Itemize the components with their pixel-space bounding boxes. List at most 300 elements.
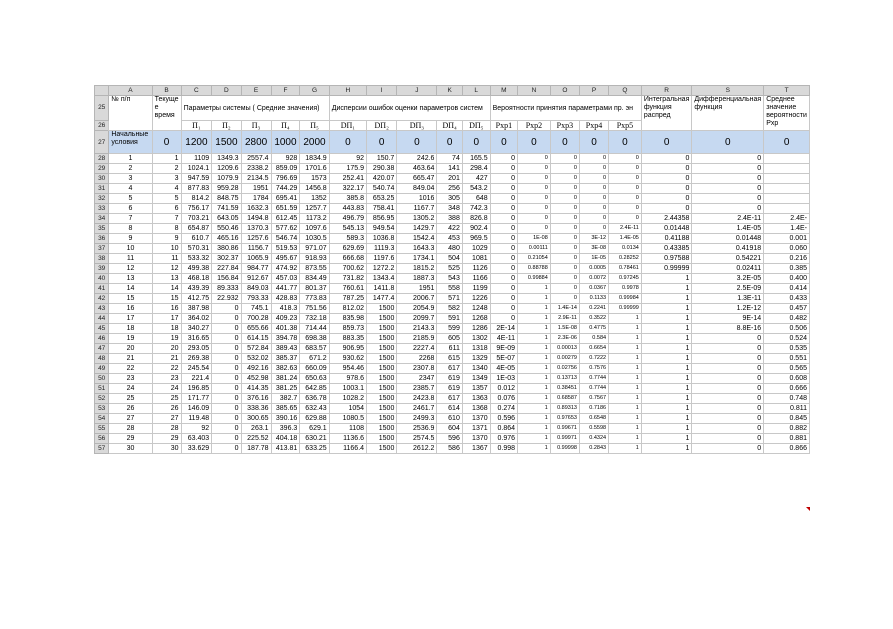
cell-q[interactable]: 1 xyxy=(609,354,642,364)
cell-a[interactable]: 14 xyxy=(109,284,152,294)
cell-n[interactable]: 1 xyxy=(518,334,551,344)
cell-f[interactable]: 413.81 xyxy=(271,444,300,454)
cell-s[interactable]: 3.2E-05 xyxy=(692,274,764,284)
cell-o[interactable]: 0 xyxy=(550,254,579,264)
cell-o[interactable]: 2.9E-11 xyxy=(550,314,579,324)
cell-n[interactable]: 1 xyxy=(518,344,551,354)
cell-m[interactable]: 0 xyxy=(490,204,517,214)
cell-t[interactable]: 0.060 xyxy=(764,244,810,254)
cell-i[interactable]: 1500 xyxy=(367,304,397,314)
cell-f[interactable]: 382.7 xyxy=(271,394,300,404)
cell-h[interactable]: 589.3 xyxy=(329,234,366,244)
cell-t[interactable] xyxy=(764,164,810,174)
cell-b[interactable]: 17 xyxy=(152,314,181,324)
cell-c[interactable]: 1109 xyxy=(181,154,212,164)
cell-c[interactable]: 756.17 xyxy=(181,204,212,214)
cell-f[interactable]: 385.65 xyxy=(271,404,300,414)
row-header[interactable]: 35 xyxy=(95,224,109,234)
cell-m[interactable]: 0 xyxy=(490,214,517,224)
initial-value[interactable]: 0 xyxy=(609,131,642,154)
cell-r[interactable]: 1 xyxy=(641,334,692,344)
cell-i[interactable]: 1197.6 xyxy=(367,254,397,264)
param-symbol[interactable]: П₅ xyxy=(300,121,329,131)
cell-a[interactable]: 2 xyxy=(109,164,152,174)
cell-j[interactable]: 2054.9 xyxy=(397,304,437,314)
cell-h[interactable]: 1166.4 xyxy=(329,444,366,454)
cell-q[interactable]: 0.99999 xyxy=(609,304,642,314)
cell-f[interactable]: 651.59 xyxy=(271,204,300,214)
column-header[interactable]: R xyxy=(641,86,692,96)
cell-h[interactable]: 930.62 xyxy=(329,354,366,364)
cell-h[interactable]: 385.8 xyxy=(329,194,366,204)
cell-p[interactable]: 0.2241 xyxy=(579,304,608,314)
cell-c[interactable]: 146.09 xyxy=(181,404,212,414)
cell-q[interactable]: 2.4E-11 xyxy=(609,224,642,234)
cell-h[interactable]: 812.02 xyxy=(329,304,366,314)
column-header[interactable]: H xyxy=(329,86,366,96)
cell-d[interactable]: 0 xyxy=(212,394,241,404)
cell-r[interactable]: 1 xyxy=(641,404,692,414)
cell-r[interactable]: 0 xyxy=(641,194,692,204)
cell-l[interactable]: 1318 xyxy=(462,344,490,354)
cell-i[interactable]: 1036.8 xyxy=(367,234,397,244)
row-header[interactable]: 30 xyxy=(95,174,109,184)
cell-j[interactable]: 2385.7 xyxy=(397,384,437,394)
cell-f[interactable]: 695.41 xyxy=(271,194,300,204)
cell-o[interactable]: 1.4E-14 xyxy=(550,304,579,314)
cell-d[interactable]: 0 xyxy=(212,434,241,444)
column-header[interactable]: G xyxy=(300,86,329,96)
cell-a[interactable]: 30 xyxy=(109,444,152,454)
cell-d[interactable]: 0 xyxy=(212,424,241,434)
cell-r[interactable]: 1 xyxy=(641,394,692,404)
cell-j[interactable]: 2574.5 xyxy=(397,434,437,444)
cell-c[interactable]: 654.87 xyxy=(181,224,212,234)
cell-j[interactable]: 665.47 xyxy=(397,174,437,184)
cell-i[interactable]: 1500 xyxy=(367,354,397,364)
row-header[interactable]: 53 xyxy=(95,404,109,414)
cell-j[interactable]: 242.6 xyxy=(397,154,437,164)
column-header[interactable]: E xyxy=(241,86,271,96)
cell-i[interactable]: 1500 xyxy=(367,384,397,394)
cell-t[interactable]: 2.4E- xyxy=(764,214,810,224)
cell-q[interactable]: 1 xyxy=(609,314,642,324)
cell-n[interactable]: 1 xyxy=(518,384,551,394)
cell-c[interactable]: 316.65 xyxy=(181,334,212,344)
cell-k[interactable]: 558 xyxy=(437,284,462,294)
initial-value[interactable]: 0 xyxy=(579,131,608,154)
cell-p[interactable]: 0.6654 xyxy=(579,344,608,354)
cell-m[interactable]: 4E-11 xyxy=(490,334,517,344)
cell-n[interactable]: 1 xyxy=(518,304,551,314)
cell-f[interactable]: 519.53 xyxy=(271,244,300,254)
cell-s[interactable]: 0 xyxy=(692,334,764,344)
cell-s[interactable]: 0 xyxy=(692,194,764,204)
cell-o[interactable]: 0 xyxy=(550,244,579,254)
row-header[interactable]: 42 xyxy=(95,294,109,304)
cell-h[interactable]: 322.17 xyxy=(329,184,366,194)
cell-a[interactable]: 20 xyxy=(109,344,152,354)
cell-m[interactable]: 0.274 xyxy=(490,404,517,414)
row-header[interactable]: 26 xyxy=(95,121,109,131)
cell-g[interactable]: 630.21 xyxy=(300,434,329,444)
cell-j[interactable]: 2099.7 xyxy=(397,314,437,324)
cell-q[interactable]: 1 xyxy=(609,324,642,334)
cell-d[interactable]: 0 xyxy=(212,344,241,354)
cell-l[interactable]: 1370 xyxy=(462,414,490,424)
cell-a[interactable]: 21 xyxy=(109,354,152,364)
cell-j[interactable]: 2006.7 xyxy=(397,294,437,304)
cell-d[interactable]: 0 xyxy=(212,364,241,374)
cell-n[interactable]: 1 xyxy=(518,294,551,304)
cell-o[interactable]: 0 xyxy=(550,154,579,164)
cell-q[interactable]: 1 xyxy=(609,404,642,414)
cell-i[interactable]: 1343.4 xyxy=(367,274,397,284)
cell-p[interactable]: 0.584 xyxy=(579,334,608,344)
cell-f[interactable]: 390.16 xyxy=(271,414,300,424)
cell-t[interactable]: 0.748 xyxy=(764,394,810,404)
cell-f[interactable]: 409.23 xyxy=(271,314,300,324)
cell-n[interactable]: 1 xyxy=(518,324,551,334)
cell-h[interactable]: 883.35 xyxy=(329,334,366,344)
cell-e[interactable]: 376.16 xyxy=(241,394,271,404)
cell-t[interactable]: 0.457 xyxy=(764,304,810,314)
cell-l[interactable]: 1371 xyxy=(462,424,490,434)
cell-p[interactable]: 1E-05 xyxy=(579,254,608,264)
column-header[interactable]: K xyxy=(437,86,462,96)
cell-t[interactable]: 0.845 xyxy=(764,414,810,424)
initial-value[interactable]: 0 xyxy=(329,131,366,154)
cell-h[interactable]: 443.83 xyxy=(329,204,366,214)
cell-s[interactable]: 0 xyxy=(692,344,764,354)
row-header[interactable]: 34 xyxy=(95,214,109,224)
cell-f[interactable]: 577.62 xyxy=(271,224,300,234)
row-header[interactable]: 29 xyxy=(95,164,109,174)
cell-f[interactable]: 744.29 xyxy=(271,184,300,194)
row-header[interactable]: 51 xyxy=(95,384,109,394)
cell-l[interactable]: 1349 xyxy=(462,374,490,384)
cell-b[interactable]: 30 xyxy=(152,444,181,454)
cell-k[interactable]: 596 xyxy=(437,434,462,444)
cell-r[interactable]: 1 xyxy=(641,304,692,314)
cell-c[interactable]: 293.05 xyxy=(181,344,212,354)
cell-n[interactable]: 0 xyxy=(518,184,551,194)
cell-f[interactable]: 382.63 xyxy=(271,364,300,374)
cell-j[interactable]: 2461.7 xyxy=(397,404,437,414)
row-header[interactable]: 33 xyxy=(95,204,109,214)
cell-t[interactable]: 1.4E- xyxy=(764,224,810,234)
cell-i[interactable]: 1500 xyxy=(367,394,397,404)
cell-n[interactable]: 0 xyxy=(518,214,551,224)
cell-o[interactable]: 0.99971 xyxy=(550,434,579,444)
param-symbol[interactable]: Pхр3 xyxy=(550,121,579,131)
cell-b[interactable]: 13 xyxy=(152,274,181,284)
cell-t[interactable]: 0.482 xyxy=(764,314,810,324)
cell-t[interactable]: 0.216 xyxy=(764,254,810,264)
cell-c[interactable]: 499.38 xyxy=(181,264,212,274)
initial-value[interactable]: 0 xyxy=(462,131,490,154)
cell-f[interactable]: 859.09 xyxy=(271,164,300,174)
cell-s[interactable]: 9E-14 xyxy=(692,314,764,324)
cell-g[interactable]: 671.2 xyxy=(300,354,329,364)
cell-k[interactable]: 453 xyxy=(437,234,462,244)
cell-c[interactable]: 92 xyxy=(181,424,212,434)
cell-m[interactable]: 0 xyxy=(490,194,517,204)
cell-t[interactable]: 0.001 xyxy=(764,234,810,244)
row-header[interactable]: 52 xyxy=(95,394,109,404)
cell-m[interactable]: 0.076 xyxy=(490,394,517,404)
cell-n[interactable]: 0.88788 xyxy=(518,264,551,274)
cell-g[interactable]: 971.07 xyxy=(300,244,329,254)
cell-d[interactable]: 0 xyxy=(212,374,241,384)
cell-b[interactable]: 20 xyxy=(152,344,181,354)
cell-o[interactable]: 0 xyxy=(550,294,579,304)
row-header[interactable]: 40 xyxy=(95,274,109,284)
cell-m[interactable]: 0.976 xyxy=(490,434,517,444)
cell-j[interactable]: 2423.8 xyxy=(397,394,437,404)
cell-i[interactable]: 1500 xyxy=(367,364,397,374)
cell-n[interactable]: 1 xyxy=(518,284,551,294)
cell-h[interactable]: 787.25 xyxy=(329,294,366,304)
initial-value[interactable]: 1000 xyxy=(271,131,300,154)
cell-b[interactable]: 26 xyxy=(152,404,181,414)
cell-e[interactable]: 984.77 xyxy=(241,264,271,274)
cell-b[interactable]: 9 xyxy=(152,234,181,244)
cell-c[interactable]: 947.59 xyxy=(181,174,212,184)
cell-c[interactable]: 221.4 xyxy=(181,374,212,384)
cell-b[interactable]: 5 xyxy=(152,194,181,204)
cell-n[interactable]: 1 xyxy=(518,414,551,424)
cell-a[interactable]: 13 xyxy=(109,274,152,284)
cell-p[interactable]: 0 xyxy=(579,194,608,204)
cell-i[interactable]: 653.25 xyxy=(367,194,397,204)
cell-h[interactable]: 545.13 xyxy=(329,224,366,234)
cell-h[interactable]: 978.6 xyxy=(329,374,366,384)
cell-i[interactable]: 856.95 xyxy=(367,214,397,224)
cell-g[interactable]: 751.56 xyxy=(300,304,329,314)
cell-r[interactable]: 1 xyxy=(641,284,692,294)
cell-l[interactable]: 1226 xyxy=(462,294,490,304)
cell-o[interactable]: 0 xyxy=(550,214,579,224)
initial-value[interactable]: 1200 xyxy=(181,131,212,154)
initial-value[interactable]: 0 xyxy=(490,131,517,154)
cell-o[interactable]: 0.13713 xyxy=(550,374,579,384)
cell-f[interactable]: 389.43 xyxy=(271,344,300,354)
cell-g[interactable]: 1834.9 xyxy=(300,154,329,164)
cell-f[interactable]: 418.3 xyxy=(271,304,300,314)
cell-d[interactable]: 380.86 xyxy=(212,244,241,254)
row-header[interactable]: 25 xyxy=(95,96,109,121)
cell-d[interactable]: 1079.9 xyxy=(212,174,241,184)
cell-n[interactable]: 1 xyxy=(518,424,551,434)
column-header[interactable]: M xyxy=(490,86,517,96)
cell-e[interactable]: 452.98 xyxy=(241,374,271,384)
cell-b[interactable]: 19 xyxy=(152,334,181,344)
cell-l[interactable]: 826.8 xyxy=(462,214,490,224)
cell-q[interactable]: 0 xyxy=(609,174,642,184)
cell-g[interactable]: 1097.6 xyxy=(300,224,329,234)
cell-m[interactable]: 0.012 xyxy=(490,384,517,394)
cell-s[interactable]: 0 xyxy=(692,434,764,444)
cell-i[interactable]: 1500 xyxy=(367,314,397,324)
cell-e[interactable]: 572.84 xyxy=(241,344,271,354)
cell-e[interactable]: 1951 xyxy=(241,184,271,194)
cell-b[interactable]: 24 xyxy=(152,384,181,394)
cell-j[interactable]: 2143.3 xyxy=(397,324,437,334)
cell-h[interactable]: 954.46 xyxy=(329,364,366,374)
cell-r[interactable]: 1 xyxy=(641,364,692,374)
cell-o[interactable]: 0.97653 xyxy=(550,414,579,424)
cell-r[interactable]: 1 xyxy=(641,374,692,384)
cell-d[interactable]: 848.75 xyxy=(212,194,241,204)
cell-j[interactable]: 2347 xyxy=(397,374,437,384)
cell-a[interactable]: 29 xyxy=(109,434,152,444)
cell-p[interactable]: 0.7222 xyxy=(579,354,608,364)
cell-h[interactable]: 1136.6 xyxy=(329,434,366,444)
initial-value[interactable]: 1500 xyxy=(212,131,241,154)
cell-f[interactable]: 404.18 xyxy=(271,434,300,444)
cell-i[interactable]: 949.54 xyxy=(367,224,397,234)
cell-t[interactable]: 0.608 xyxy=(764,374,810,384)
cell-h[interactable]: 175.9 xyxy=(329,164,366,174)
cell-r[interactable]: 1 xyxy=(641,354,692,364)
cell-e[interactable]: 532.02 xyxy=(241,354,271,364)
cell-m[interactable]: 0 xyxy=(490,264,517,274)
cell-o[interactable]: 0 xyxy=(550,264,579,274)
cell-n[interactable]: 1 xyxy=(518,434,551,444)
cell-e[interactable]: 187.78 xyxy=(241,444,271,454)
cell-r[interactable]: 0 xyxy=(641,164,692,174)
col-t-label[interactable]: Среднее значение вероятности Рхр xyxy=(764,96,810,131)
cell-a[interactable]: 6 xyxy=(109,204,152,214)
cell-h[interactable]: 700.62 xyxy=(329,264,366,274)
cell-p[interactable]: 0.5598 xyxy=(579,424,608,434)
cell-m[interactable]: 0 xyxy=(490,234,517,244)
cell-g[interactable]: 632.43 xyxy=(300,404,329,414)
cell-e[interactable]: 745.1 xyxy=(241,304,271,314)
cell-k[interactable]: 582 xyxy=(437,304,462,314)
initial-value[interactable]: 0 xyxy=(437,131,462,154)
cell-a[interactable]: 28 xyxy=(109,424,152,434)
cell-s[interactable]: 1.4E-05 xyxy=(692,224,764,234)
cell-n[interactable]: 0.00111 xyxy=(518,244,551,254)
cell-s[interactable]: 1.2E-12 xyxy=(692,304,764,314)
cell-f[interactable]: 612.45 xyxy=(271,214,300,224)
param-symbol[interactable]: Pхр5 xyxy=(609,121,642,131)
param-symbol[interactable]: П₄ xyxy=(271,121,300,131)
cell-c[interactable]: 387.98 xyxy=(181,304,212,314)
cell-r[interactable]: 1 xyxy=(641,274,692,284)
cell-q[interactable]: 0 xyxy=(609,204,642,214)
cell-c[interactable]: 468.18 xyxy=(181,274,212,284)
cell-n[interactable]: 1 xyxy=(518,394,551,404)
cell-t[interactable]: 0.882 xyxy=(764,424,810,434)
cell-j[interactable]: 849.04 xyxy=(397,184,437,194)
cell-p[interactable]: 0.0367 xyxy=(579,284,608,294)
cell-r[interactable]: 0.97588 xyxy=(641,254,692,264)
cell-t[interactable]: 0.811 xyxy=(764,404,810,414)
cell-b[interactable]: 14 xyxy=(152,284,181,294)
cell-q[interactable]: 1 xyxy=(609,374,642,384)
cell-s[interactable]: 0 xyxy=(692,444,764,454)
cell-h[interactable]: 1108 xyxy=(329,424,366,434)
cell-m[interactable]: 0 xyxy=(490,254,517,264)
cell-c[interactable]: 814.2 xyxy=(181,194,212,204)
cell-d[interactable]: 0 xyxy=(212,404,241,414)
cell-g[interactable]: 1352 xyxy=(300,194,329,204)
cell-p[interactable]: 0.6548 xyxy=(579,414,608,424)
cell-s[interactable]: 1.3E-11 xyxy=(692,294,764,304)
cell-i[interactable]: 1272.2 xyxy=(367,264,397,274)
cell-q[interactable]: 0 xyxy=(609,154,642,164)
cell-d[interactable]: 0 xyxy=(212,354,241,364)
cell-s[interactable]: 0 xyxy=(692,364,764,374)
cell-s[interactable]: 2.4E-11 xyxy=(692,214,764,224)
cell-g[interactable]: 629.88 xyxy=(300,414,329,424)
cell-j[interactable]: 2307.8 xyxy=(397,364,437,374)
prob-group-label[interactable]: Вероятности принятия параметрами пр. эн xyxy=(490,96,641,121)
cell-k[interactable]: 617 xyxy=(437,394,462,404)
cell-g[interactable]: 683.57 xyxy=(300,344,329,354)
cell-l[interactable]: 427 xyxy=(462,174,490,184)
cell-g[interactable]: 1173.2 xyxy=(300,214,329,224)
col-b-label[interactable]: Текуще е время xyxy=(152,96,181,131)
cell-q[interactable]: 1 xyxy=(609,344,642,354)
cell-e[interactable]: 263.1 xyxy=(241,424,271,434)
row-header[interactable]: 47 xyxy=(95,344,109,354)
cell-d[interactable]: 0 xyxy=(212,384,241,394)
cell-a[interactable]: 12 xyxy=(109,264,152,274)
cell-f[interactable]: 428.83 xyxy=(271,294,300,304)
cell-n[interactable]: 0 xyxy=(518,194,551,204)
cell-o[interactable]: 0 xyxy=(550,164,579,174)
row-header[interactable]: 41 xyxy=(95,284,109,294)
cell-a[interactable]: 19 xyxy=(109,334,152,344)
cell-i[interactable]: 1500 xyxy=(367,424,397,434)
cell-s[interactable]: 8.8E-16 xyxy=(692,324,764,334)
cell-k[interactable]: 571 xyxy=(437,294,462,304)
cell-d[interactable]: 22.932 xyxy=(212,294,241,304)
cell-e[interactable]: 1632.3 xyxy=(241,204,271,214)
cell-s[interactable]: 2.5E-09 xyxy=(692,284,764,294)
initial-value[interactable]: 0 xyxy=(641,131,692,154)
cell-g[interactable]: 773.83 xyxy=(300,294,329,304)
cell-l[interactable]: 165.5 xyxy=(462,154,490,164)
cell-n[interactable]: 0 xyxy=(518,204,551,214)
cell-k[interactable]: 614 xyxy=(437,404,462,414)
cell-b[interactable]: 25 xyxy=(152,394,181,404)
cell-j[interactable]: 1429.7 xyxy=(397,224,437,234)
column-header[interactable]: Q xyxy=(609,86,642,96)
cell-i[interactable]: 150.7 xyxy=(367,154,397,164)
cell-i[interactable]: 1500 xyxy=(367,434,397,444)
cell-l[interactable]: 1357 xyxy=(462,384,490,394)
cell-j[interactable]: 2536.9 xyxy=(397,424,437,434)
cell-b[interactable]: 1 xyxy=(152,154,181,164)
cell-p[interactable]: 0.7744 xyxy=(579,374,608,384)
cell-j[interactable]: 2268 xyxy=(397,354,437,364)
cell-h[interactable]: 835.98 xyxy=(329,314,366,324)
cell-s[interactable]: 0 xyxy=(692,354,764,364)
row-header[interactable]: 54 xyxy=(95,414,109,424)
cell-l[interactable]: 1126 xyxy=(462,264,490,274)
cell-c[interactable]: 412.75 xyxy=(181,294,212,304)
cell-m[interactable]: 0 xyxy=(490,274,517,284)
initial-value[interactable]: 0 xyxy=(152,131,181,154)
initial-value[interactable]: 0 xyxy=(518,131,551,154)
cell-f[interactable]: 546.74 xyxy=(271,234,300,244)
cell-s[interactable]: 0 xyxy=(692,174,764,184)
